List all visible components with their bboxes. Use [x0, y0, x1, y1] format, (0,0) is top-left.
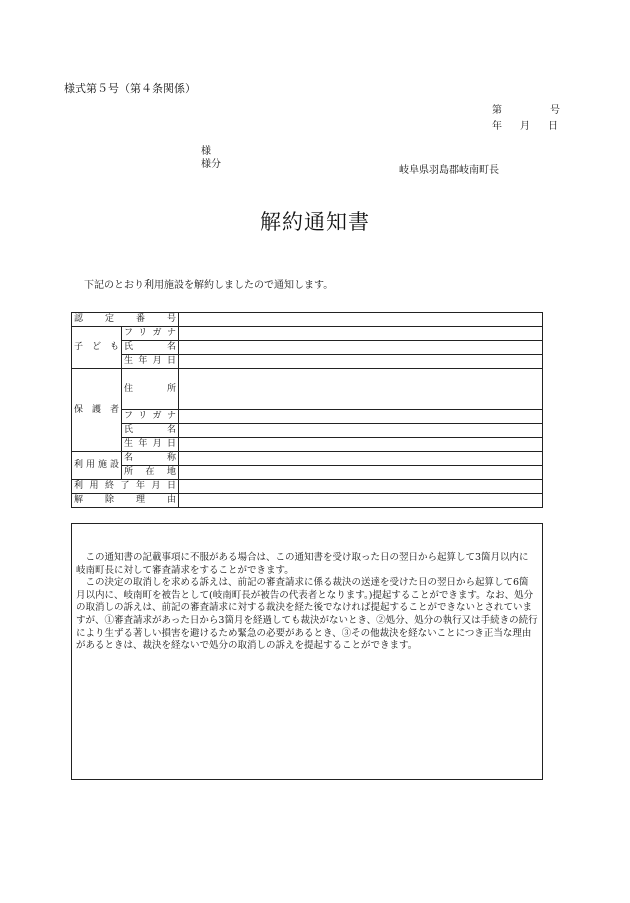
label-guardian-address: 住所 [122, 369, 179, 410]
notice-paragraph-1: この通知書の記載事項に不服がある場合は、この通知書を受け取った日の翌日から起算して3箇月以内に岐南町長に対して審査請求をすることができます。 [76, 552, 529, 576]
label-end-date: 利用終了年月日 [72, 480, 179, 494]
label-facility-location: 所在地 [122, 466, 179, 480]
label-child-furigana: フリガナ [122, 327, 179, 341]
label-child-group: 子ども [72, 327, 122, 369]
row-guardian-name [72, 424, 543, 438]
label-child-name: 氏名 [122, 341, 179, 355]
label-reason: 解除理由 [72, 494, 179, 508]
form-table [71, 312, 543, 508]
notice-paragraph-2: この決定の取消しを求める訴えは、前記の審査請求に係る裁決の送達を受けた日の翌日から起算して6箇月以内に、岐南町を被告として(岐南町長が被告の代表者となります。)提起することができます。なお、処分の取消しの訴えは、前記の審査請求に対する裁決を経た後でなければ提起することができないとされていますが、①審査請求があった日から3箇月を経過しても裁決がないとき、②処分、処分の執行又は手続きの続行により生ずる著しい損害を避けるため緊急の必要があるとき、③その他裁決を経ないことにつき正当な理由があるときは、裁決を経ないで処分の取消しの訴えを提起することができます。 [76, 577, 538, 652]
appeal-notice [76, 552, 538, 653]
date-month-label: 月 [520, 121, 530, 132]
row-guardian-birth [72, 438, 543, 452]
field-facility-name[interactable] [179, 452, 543, 466]
issuer-name: 岐阜県羽島郡岐南町長 [399, 165, 499, 176]
row-child-furigana [72, 327, 543, 341]
row-reason [72, 494, 543, 508]
date-day-label: 日 [548, 121, 558, 132]
form-number: 様式第５号（第４条関係） [64, 82, 196, 95]
field-guardian-furigana[interactable] [179, 410, 543, 424]
field-child-furigana[interactable] [179, 327, 543, 341]
row-guardian-address [72, 369, 543, 410]
field-reason[interactable] [179, 494, 543, 508]
field-child-birth[interactable] [179, 355, 543, 369]
label-guardian-birth: 生年月日 [122, 438, 179, 452]
label-guardian-furigana: フリガナ [122, 410, 179, 424]
label-guardian-group: 保護者 [72, 369, 122, 452]
row-child-birth [72, 355, 543, 369]
field-guardian-birth[interactable] [179, 438, 543, 452]
row-guardian-furigana [72, 410, 543, 424]
field-guardian-address[interactable] [179, 369, 543, 410]
row-cert-no [72, 313, 543, 327]
row-facility-name [72, 452, 543, 466]
row-child-name [72, 341, 543, 355]
label-guardian-name: 氏名 [122, 424, 179, 438]
addressee-share: 様分 [201, 159, 221, 170]
date-year-label: 年 [492, 121, 502, 132]
notice-box [71, 523, 543, 780]
label-facility-group: 利用施設 [72, 452, 122, 480]
field-facility-location[interactable] [179, 466, 543, 480]
row-end-date [72, 480, 543, 494]
doc-number-suffix: 号 [550, 105, 560, 116]
label-facility-name: 名称 [122, 452, 179, 466]
field-guardian-name[interactable] [179, 424, 543, 438]
intro-text: 下記のとおり利用施設を解約しましたので通知します。 [84, 280, 334, 291]
label-cert-no: 認定番号 [72, 313, 179, 327]
field-end-date[interactable] [179, 480, 543, 494]
field-cert-no[interactable] [179, 313, 543, 327]
addressee-honorific: 様 [201, 146, 211, 157]
document-title: 解約通知書 [260, 210, 370, 234]
doc-number-prefix: 第 [492, 105, 502, 116]
row-facility-location [72, 466, 543, 480]
label-child-birth: 生年月日 [122, 355, 179, 369]
field-child-name[interactable] [179, 341, 543, 355]
